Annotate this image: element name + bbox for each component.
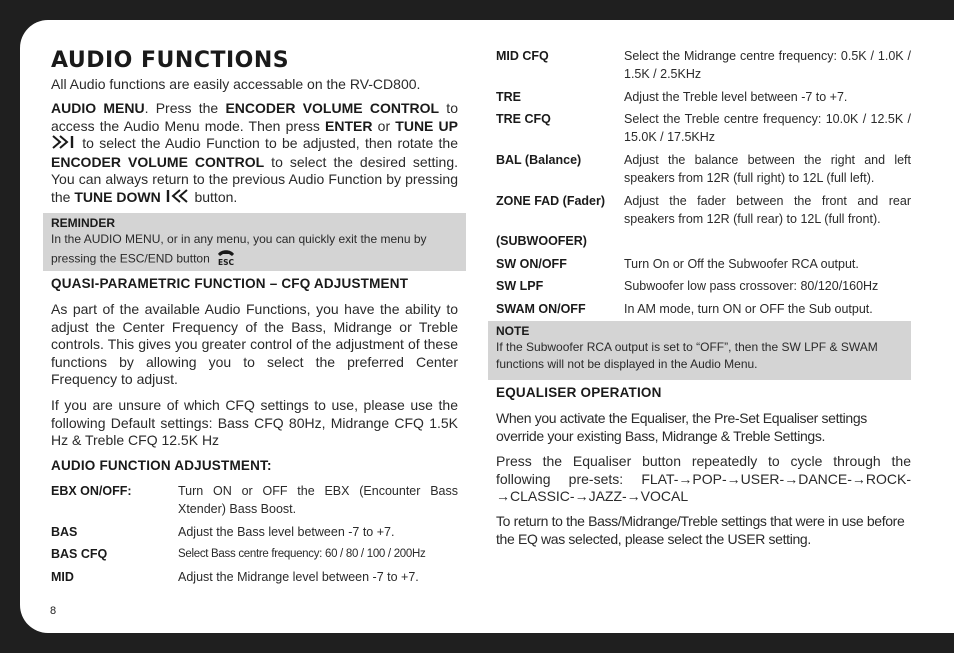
text-run: to select the Audio Function to be adjusted, then rotate the xyxy=(77,135,458,151)
tune-down-term: TUNE DOWN xyxy=(74,188,161,205)
row-value: Adjust the fader between the front and rear speakers from 12R (full rear) to 12L (full front). xyxy=(624,194,911,226)
intro-text: All Audio functions are easily accessable on the RV-CD800. xyxy=(51,76,421,92)
row-key: (SUBWOOFER) xyxy=(496,234,587,248)
row-key: EBX ON/OFF: xyxy=(51,484,132,498)
tune-down-icon xyxy=(165,189,191,208)
row-bal xyxy=(496,152,911,188)
cfq-heading: QUASI-PARAMETRIC FUNCTION – CFQ ADJUSTMENT xyxy=(51,276,409,291)
row-key: SW LPF xyxy=(496,279,544,293)
page-number: 8 xyxy=(50,605,57,617)
adjustment-heading: AUDIO FUNCTION ADJUSTMENT: xyxy=(51,458,272,473)
row-value: Adjust the Treble level between -7 to +7. xyxy=(624,90,848,104)
row-key: ZONE FAD (Fader) xyxy=(496,194,606,208)
enter-term: ENTER xyxy=(325,117,373,134)
row-mid-cfq xyxy=(496,48,911,84)
note-title: NOTE xyxy=(496,324,530,338)
row-value: In AM mode, turn ON or OFF the Sub output. xyxy=(624,302,873,316)
tune-up-icon xyxy=(51,135,77,154)
reminder-body: In the AUDIO MENU, or in any menu, you can quickly exit the menu by pressing the ESC/END button xyxy=(51,232,427,266)
note-box xyxy=(488,321,911,380)
audio-menu-paragraph xyxy=(51,100,458,207)
equaliser-paragraph-2: Press the Equaliser button repeatedly to cycle through the following pre-sets: FLAT-→POP-→USER-→DANCE-→ROCK-→CLASSIC-→JAZZ-→VOCAL xyxy=(496,453,911,504)
esc-label: ESC xyxy=(218,258,235,266)
encoder-volume-term: ENCODER VOLUME CONTROL xyxy=(225,100,440,116)
row-value: Select the Treble centre frequency: 10.0K / 12.5K / 15.0K / 17.5KHz xyxy=(624,112,911,144)
text-run: or xyxy=(372,117,396,134)
row-key: BAS xyxy=(51,525,78,539)
reminder-text xyxy=(51,231,458,271)
row-key: TRE CFQ xyxy=(496,112,551,126)
tune-up-term: TUNE UP xyxy=(395,117,459,134)
row-value: Subwoofer low pass crossover: 80/120/160Hz xyxy=(624,279,879,293)
row-key: BAS CFQ xyxy=(51,547,108,561)
row-key: TRE xyxy=(496,90,521,104)
reminder-box xyxy=(43,213,466,271)
row-value: Adjust the balance between the right and left speakers from 12R (full right) to 12L (full left). xyxy=(624,153,911,185)
text-run: to select the desired setting. You can always return to the previous Audio Function by pressing the xyxy=(51,153,459,205)
equaliser-paragraph-3: To return to the Bass/Midrange/Treble settings that were in use before the EQ was selected, please select the USER setting. xyxy=(496,513,905,547)
row-value: Adjust the Midrange level between -7 to +7. xyxy=(178,570,419,584)
row-zone-fad xyxy=(496,193,911,229)
reminder-title: REMINDER xyxy=(51,216,116,230)
equaliser-paragraph-1: When you activate the Equaliser, the Pre-Set Equaliser settings override your existing Bass, Midrange & Treble Settings. xyxy=(496,410,867,444)
row-key: MID CFQ xyxy=(496,49,549,63)
text-run: to access the Audio Menu mode. Then press xyxy=(51,100,458,134)
note-text: If the Subwoofer RCA output is set to “OFF”, then the SW LPF & SWAM functions will not be displayed in the Audio Menu. xyxy=(496,340,878,371)
row-value: Turn On or Off the Subwoofer RCA output. xyxy=(624,257,859,271)
row-key: MID xyxy=(51,570,74,584)
esc-button-icon xyxy=(213,248,239,271)
row-key: BAL (Balance) xyxy=(496,153,582,167)
equaliser-heading: EQUALISER OPERATION xyxy=(496,385,662,400)
adjust-row-ebx xyxy=(51,483,458,519)
text-run: button. xyxy=(190,188,238,205)
row-value: Select the Midrange centre frequency: 0.5K / 1.0K / 1.5K / 2.5KHz xyxy=(624,49,911,81)
audio-menu-term: AUDIO MENU xyxy=(51,100,145,116)
row-key: SWAM ON/OFF xyxy=(496,302,586,316)
row-tre-cfq xyxy=(496,111,911,147)
text-run: . Press the xyxy=(144,100,226,116)
row-key: SW ON/OFF xyxy=(496,257,567,271)
cfq-paragraph-1: As part of the available Audio Functions, you have the ability to adjust the Center Frequency of the Bass, Midrange or Treble controls. This gives you greater control of the adjustment of these functions by allowing you to select the preferred Center Frequency to adjust. xyxy=(51,301,458,387)
row-value: Adjust the Bass level between -7 to +7. xyxy=(178,525,395,539)
row-value: Turn ON or OFF the EBX (Encounter Bass Xtender) Bass Boost. xyxy=(178,484,458,516)
manual-page xyxy=(20,20,954,633)
encoder-volume-term-2: ENCODER VOLUME CONTROL xyxy=(51,153,265,170)
row-value: Select Bass centre frequency: 60 / 80 / 100 / 200Hz xyxy=(178,548,426,560)
page-title: AUDIO FUNCTIONS xyxy=(51,48,290,73)
cfq-paragraph-2: If you are unsure of which CFQ settings to use, please use the following Default settings: Bass CFQ 80Hz, Midrange CFQ 1.5K Hz & Treble CFQ 12.5K Hz xyxy=(51,397,458,448)
